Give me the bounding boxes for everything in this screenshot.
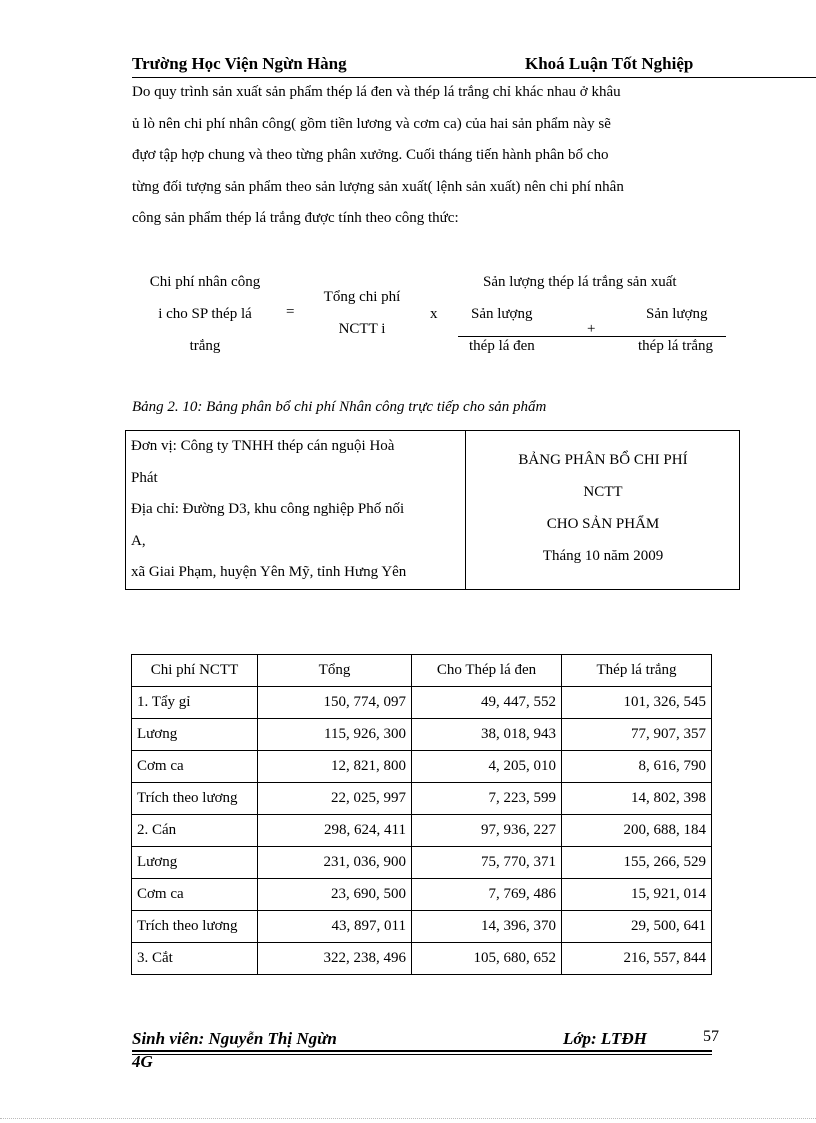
row-value: 49, 447, 552 (412, 687, 562, 719)
paragraph-line: ủ lò nên chi phí nhân công( gồm tiền lương và cơm ca) của hai sản phẩm này sẽ (132, 115, 611, 132)
row-value: 15, 921, 014 (562, 879, 712, 911)
row-value: 14, 396, 370 (412, 911, 562, 943)
table-row (132, 847, 712, 879)
row-value: 22, 025, 997 (258, 783, 412, 815)
row-value: 97, 936, 227 (412, 815, 562, 847)
row-label: 2. Cán (132, 815, 258, 847)
formula-den-right-bottom: thép lá trắng (638, 338, 713, 354)
row-value: 298, 624, 411 (258, 815, 412, 847)
row-value: 105, 680, 652 (412, 943, 562, 975)
formula-den-left-bottom: thép lá đen (469, 338, 535, 354)
table-row (132, 879, 712, 911)
row-value: 155, 266, 529 (562, 847, 712, 879)
row-value: 216, 557, 844 (562, 943, 712, 975)
row-label: 3. Cắt (132, 943, 258, 975)
row-value: 23, 690, 500 (258, 879, 412, 911)
company-info-line: Đơn vị: Công ty TNHH thép cán nguội Hoà (131, 438, 395, 454)
table-row (132, 815, 712, 847)
row-value: 231, 036, 900 (258, 847, 412, 879)
row-value: 43, 897, 011 (258, 911, 412, 943)
table-row (132, 783, 712, 815)
row-value: 75, 770, 371 (412, 847, 562, 879)
footer-student: Sinh viên: Nguyễn Thị Ngừn (132, 1029, 337, 1048)
intro-paragraph (132, 77, 720, 235)
report-title (466, 444, 740, 572)
report-title-line: NCTT (583, 484, 623, 500)
row-value: 29, 500, 641 (562, 911, 712, 943)
formula-lhs-line1: Chi phí nhân công (149, 274, 261, 290)
footer-student-cont: 4G (132, 1052, 153, 1071)
row-value: 77, 907, 357 (562, 719, 712, 751)
row-label: Lương (132, 719, 258, 751)
formula-total-line2: NCTT i (338, 321, 386, 337)
table-body (132, 687, 712, 975)
footer-rule-thin (132, 1054, 712, 1055)
company-info-line: Phát (131, 469, 158, 486)
row-label: Trích theo lương (132, 783, 258, 815)
table-row (132, 943, 712, 975)
paragraph-line: từng đối tượng sản phẩm theo sản lượng sản xuất( lệnh sản xuất) nên chi phí nhân (132, 178, 624, 195)
row-value: 4, 205, 010 (412, 751, 562, 783)
report-title-line: CHO SẢN PHẨM (546, 516, 660, 532)
row-label: Trích theo lương (132, 911, 258, 943)
row-value: 115, 926, 300 (258, 719, 412, 751)
allocation-table (131, 654, 712, 975)
row-label: Lương (132, 847, 258, 879)
formula-den-left-top: Sản lượng (471, 306, 533, 322)
table-caption: Bảng 2. 10: Bảng phân bổ chi phí Nhân công trực tiếp cho sản phẩm (132, 399, 547, 415)
table-row (132, 751, 712, 783)
row-value: 8, 616, 790 (562, 751, 712, 783)
company-info-box (125, 430, 740, 590)
row-value: 38, 018, 943 (412, 719, 562, 751)
row-value: 12, 821, 800 (258, 751, 412, 783)
row-value: 14, 802, 398 (562, 783, 712, 815)
table-row (132, 719, 712, 751)
formula-equals: = (286, 304, 295, 320)
formula-lhs-line2: i cho SP thép lá (158, 306, 252, 322)
table-row (132, 911, 712, 943)
page-edge (0, 1118, 816, 1119)
row-value: 322, 238, 496 (258, 943, 412, 975)
row-label: Cơm ca (132, 751, 258, 783)
formula-fraction-bar (458, 336, 726, 337)
row-label: Cơm ca (132, 879, 258, 911)
formula-times: x (430, 306, 438, 322)
report-title-line: Tháng 10 năm 2009 (542, 548, 664, 564)
col-header-total: Tổng (258, 655, 412, 687)
paragraph-line: Do quy trình sản xuất sản phẩm thép lá đen và thép lá trắng chỉ khác nhau ở khâu (132, 84, 621, 100)
company-info-line: Địa chỉ: Đường D3, khu công nghiệp Phố nối (131, 501, 405, 517)
row-value: 150, 774, 097 (258, 687, 412, 719)
report-title-line: BẢNG PHÂN BỔ CHI PHÍ (518, 452, 688, 468)
paragraph-line: công sản phẩm thép lá trắng được tính theo công thức: (132, 210, 459, 227)
row-value: 7, 769, 486 (412, 879, 562, 911)
paragraph-line: đựơ tập hợp chung và theo từng phân xưởng. Cuối tháng tiến hành phân bổ cho (132, 147, 609, 164)
formula-total-line1: Tổng chi phí (323, 289, 401, 305)
col-header-black-steel: Cho Thép lá đen (412, 655, 562, 687)
company-info-line: xã Giai Phạm, huyện Yên Mỹ, tỉnh Hưng Yên (131, 564, 407, 580)
company-info (131, 431, 461, 589)
header-school: Trường Học Viện Ngừn Hàng (132, 54, 347, 73)
table-header-row (132, 655, 712, 687)
formula-plus: + (587, 321, 596, 337)
col-header-white-steel: Thép lá trắng (562, 655, 712, 687)
page-number: 57 (703, 1028, 719, 1045)
row-value: 200, 688, 184 (562, 815, 712, 847)
row-label: 1. Tẩy gỉ (132, 687, 258, 719)
company-info-line: A, (131, 532, 146, 549)
table-row (132, 687, 712, 719)
footer-rule (132, 1050, 712, 1052)
row-value: 101, 326, 545 (562, 687, 712, 719)
formula-den-right-top: Sản lượng (646, 306, 708, 322)
formula-lhs-line3: trắng (189, 338, 221, 354)
header-thesis: Khoá Luận Tốt Nghiệp (525, 54, 694, 73)
footer-class: Lớp: LTĐH (563, 1029, 647, 1048)
col-header-cost: Chi phí NCTT (132, 655, 258, 687)
formula-numerator: Sản lượng thép lá trắng sản xuất (483, 274, 677, 290)
row-value: 7, 223, 599 (412, 783, 562, 815)
